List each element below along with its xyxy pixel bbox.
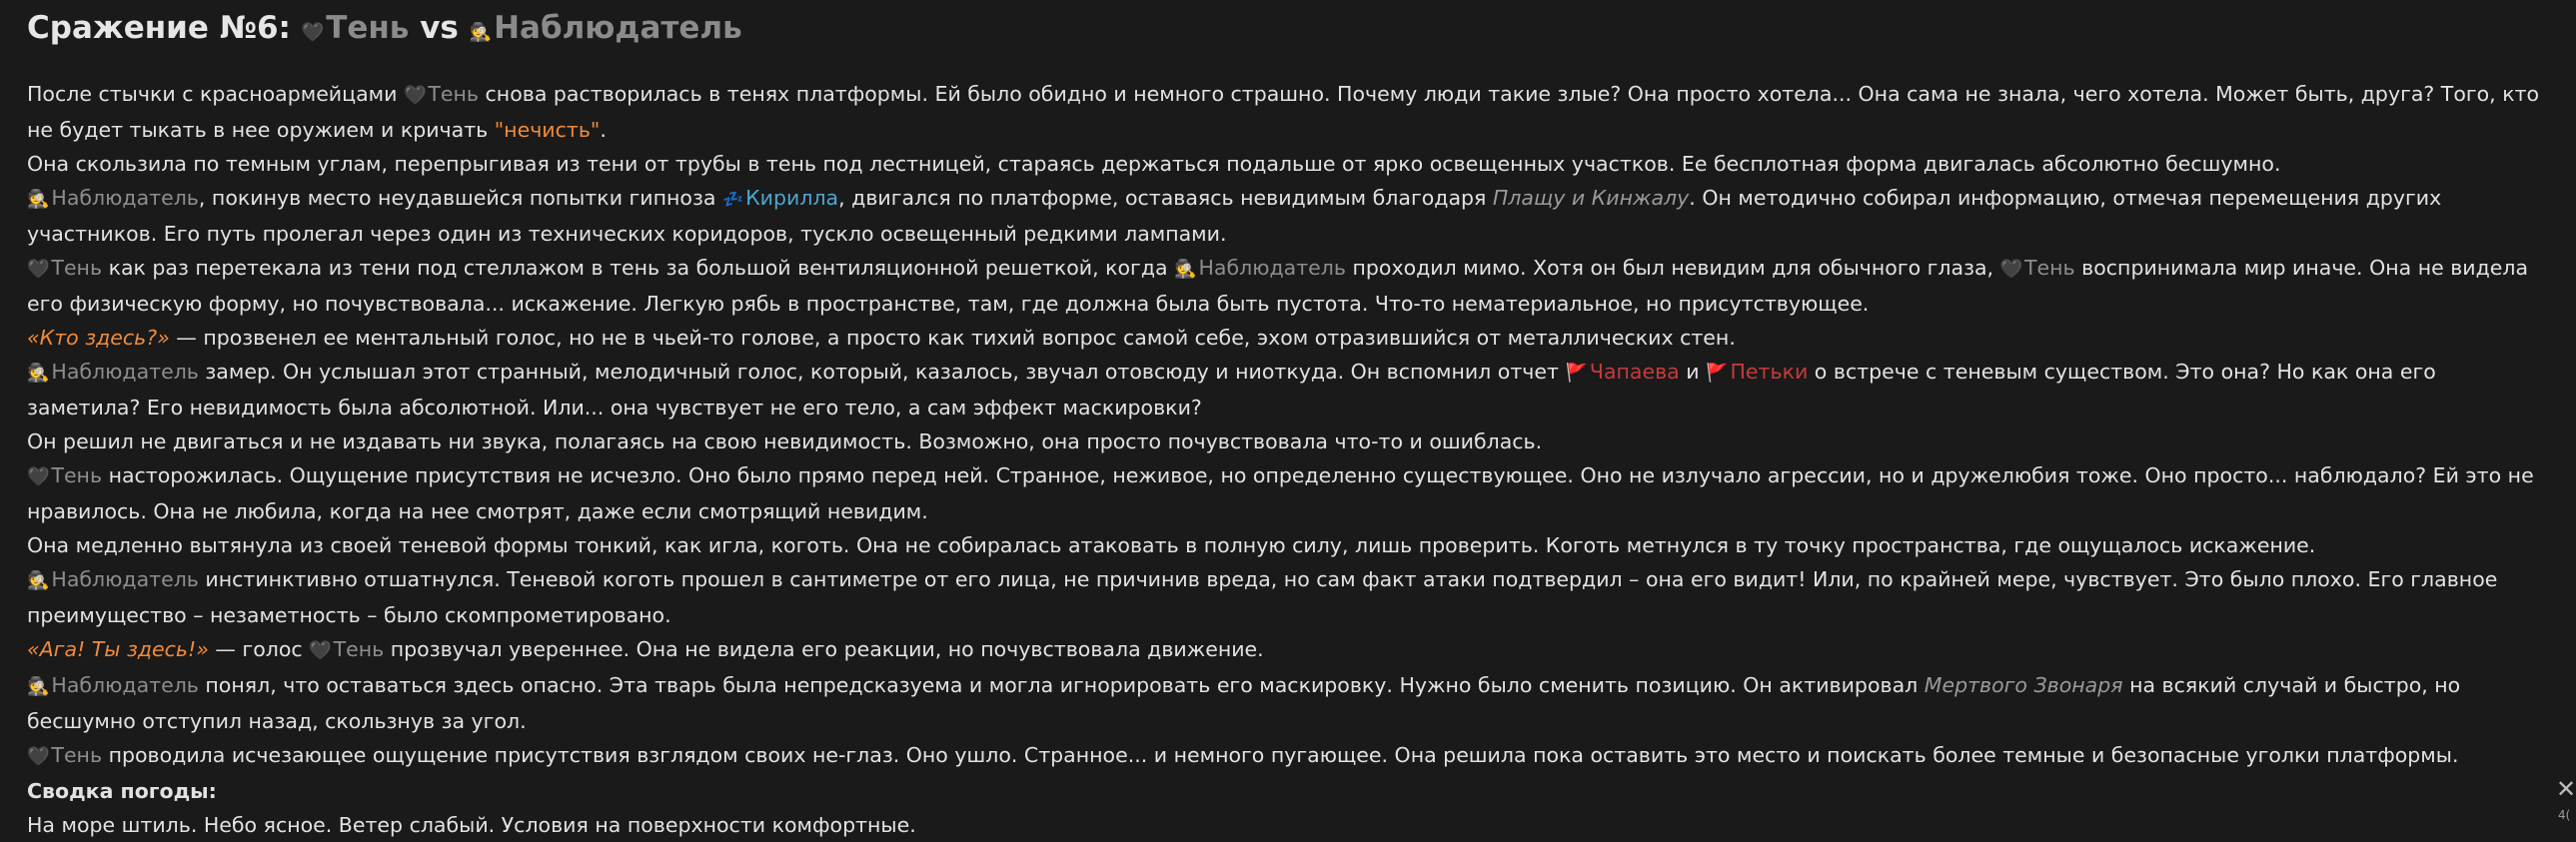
text: на всякий случай и быстро, но бесшумно отступил назад, скользнув за угол.: [27, 673, 2461, 733]
text: — прозвенел ее ментальный голос, но не в чьей-то голове, а просто как тихий вопрос самой себе, эхом отразившийся от металлических стен.: [169, 326, 1736, 350]
item-name: Плащу и Кинжалу: [1492, 186, 1690, 210]
page-indicator: 4(: [2558, 808, 2571, 822]
text: Он решил не двигаться и не издавать ни звука, полагаясь на свою невидимость. Возможно, она просто почувствовала что-то и ошиблась.: [27, 429, 1543, 453]
black-heart-icon: 🖤: [1999, 259, 2022, 280]
versus-label: vs: [420, 10, 459, 46]
black-heart-icon: 🖤: [301, 22, 325, 43]
text: и: [1679, 360, 1707, 384]
detective-icon: 🕵️: [27, 189, 50, 210]
text: Она скользила по темным углам, перепрыгивая из тени от трубы в тень под лестницей, стараясь держаться подальше от ярко освещенных участков. Ее бесплотная форма двигалась абсолютно бесшумно.: [27, 152, 2281, 176]
text: , двигался по платформе, оставаясь невидимым благодаря: [838, 186, 1493, 210]
weather-heading: Сводка погоды:: [27, 779, 217, 803]
text: инстинктивно отшатнулся. Теневой коготь прошел в сантиметре от его лица, не причинив вреда, но сам факт атаки подтвердил – она его видит! Или, по крайней мере, чувствует. Это было плохо. Его главное преимущество – незаметность – было скомпрометировано.: [27, 567, 2498, 627]
character-tag-observer: Наблюдатель: [51, 567, 199, 591]
story-paragraph: [27, 355, 2545, 424]
detective-icon: 🕵️: [27, 570, 50, 591]
character-tag-chapaev: Чапаева: [1589, 360, 1680, 384]
battle-title-prefix: Сражение №6:: [27, 10, 291, 46]
character-tag-ten: Тень: [51, 256, 103, 280]
story-paragraph: [27, 562, 2545, 632]
character-tag-petka: Петьки: [1730, 360, 1809, 384]
black-heart-icon: 🖤: [27, 259, 50, 280]
character-tag-ten: Тень: [2024, 256, 2075, 280]
red-flag-icon: 🚩: [1565, 363, 1588, 384]
character-tag-kirill: Кирилла: [745, 186, 839, 210]
black-heart-icon: 🖤: [309, 640, 332, 661]
text: как раз перетекала из тени под стеллажом в тень за большой вентиляционной решеткой, когда: [102, 256, 1175, 280]
character-tag-observer: Наблюдатель: [51, 186, 199, 210]
story-paragraph: [27, 528, 2545, 562]
black-heart-icon: 🖤: [27, 746, 50, 767]
character-tag-observer: Наблюдатель: [51, 360, 199, 384]
story-paragraph: [27, 458, 2545, 528]
text: насторожилась. Ощущение присутствия не исчезло. Оно было прямо перед ней. Странное, неживое, но определенно существующее. Оно не излучало агрессии, но и дружелюбия тоже. Оно просто... наблюдало? Ей это не нравилось. Она не любила, когда на нее смотрят, даже если смотрящий невидим.: [27, 463, 2534, 523]
battle-story: [27, 77, 2545, 842]
detective-icon: 🕵️: [469, 22, 493, 43]
weather-text: На море штиль. Небо ясное. Ветер слабый. Условия на поверхности комфортные.: [27, 813, 916, 837]
red-flag-icon: 🚩: [1706, 363, 1729, 384]
character-tag-ten: Тень: [333, 637, 385, 661]
text: , покинув место неудавшейся попытки гипноза: [198, 186, 722, 210]
story-paragraph: [27, 181, 2545, 251]
text: проводила исчезающее ощущение присутствия взглядом своих не-глаз. Оно ушло. Странное... и немного пугающее. Она решила пока оставить это место и поискать более темные и безопасные уголки платформы.: [102, 743, 2459, 767]
character-tag-ten: Тень: [51, 463, 103, 487]
text: . Он методично собирал информацию, отмечая перемещения других участников. Его путь пролегал через один из технических коридоров, тускло освещенный редкими лампами.: [27, 186, 2442, 246]
item-name: Мертвого Звонаря: [1924, 673, 2123, 697]
black-heart-icon: 🖤: [403, 85, 427, 106]
text: Она медленно вытянула из своей теневой формы тонкий, как игла, коготь. Она не собиралась атаковать в полную силу, лишь проверить. Коготь метнулся в ту точку пространства, где ощущалось искажение.: [27, 533, 2316, 557]
character-tag-ten: Тень: [428, 82, 479, 106]
text: о встрече с теневым существом. Это она? Но как она его заметила? Его невидимость была абсолютной. Или... она чувствует не его тело, а сам эффект маскировки?: [27, 360, 2436, 420]
fighter-2-name: Наблюдатель: [494, 10, 742, 46]
text: понял, что оставаться здесь опасно. Эта тварь была непредсказуема и могла игнорировать его маскировку. Нужно было сменить позицию. Он активировал: [198, 673, 1925, 697]
text: .: [600, 118, 607, 142]
detective-icon: 🕵️: [1174, 259, 1197, 280]
character-tag-observer: Наблюдатель: [51, 673, 199, 697]
story-paragraph: [27, 668, 2545, 738]
story-paragraph: [27, 77, 2545, 147]
story-paragraph: [27, 251, 2545, 321]
character-tag-ten: Тень: [51, 743, 103, 767]
message-content: [27, 0, 2545, 842]
detective-icon: 🕵️: [27, 363, 50, 384]
text: проходил мимо. Хотя он был невидим для обычного глаза,: [1345, 256, 2000, 280]
sleep-icon: 💤: [721, 190, 744, 210]
telepathic-speech: «Кто здесь?»: [27, 326, 170, 350]
text: воспринимала мир иначе. Она не видела его физическую форму, но почувствовала... искажение. Легкую рябь в пространстве, там, где должна была быть пустота. Что-то нематериальное, но присутствующее.: [27, 256, 2529, 316]
text: прозвучал увереннее. Она не видела его реакции, но почувствовала движение.: [384, 637, 1264, 661]
story-paragraph: [27, 738, 2545, 774]
text: После стычки с красноармейцами: [27, 82, 404, 106]
highlighted-quote: "нечисть": [494, 118, 601, 142]
black-heart-icon: 🖤: [27, 466, 50, 487]
story-paragraph: [27, 147, 2545, 181]
detective-icon: 🕵️: [27, 676, 50, 697]
telepathic-speech: «Ага! Ты здесь!»: [27, 637, 209, 661]
close-icon[interactable]: ✕: [2556, 775, 2576, 803]
story-paragraph: [27, 632, 2545, 668]
character-tag-observer: Наблюдатель: [1198, 256, 1346, 280]
battle-title: [27, 0, 2545, 55]
story-paragraph: [27, 321, 2545, 355]
corner-controls: [2556, 777, 2576, 831]
story-paragraph: [27, 424, 2545, 458]
fighter-1-name: Тень: [326, 10, 410, 46]
text: — голос: [208, 637, 310, 661]
text: снова растворилась в тенях платформы. Ей было обидно и немного страшно. Почему люди такие злые? Она просто хотела... Она сама не знала, чего хотела. Может быть, друга? Того, кто не будет тыкать в нее оружием и кричать: [27, 82, 2540, 142]
text: замер. Он услышал этот странный, мелодичный голос, который, казалось, звучал отовсюду и ниоткуда. Он вспомнил отчет: [198, 360, 1566, 384]
